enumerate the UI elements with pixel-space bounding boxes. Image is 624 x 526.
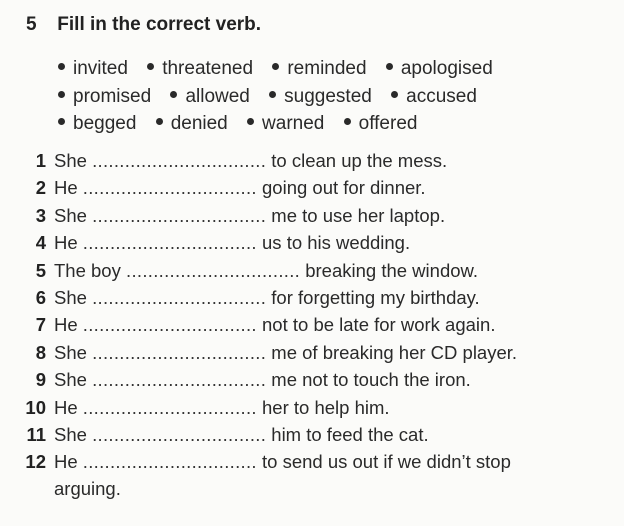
exercise-header (26, 14, 261, 36)
word-bank-item: begged (58, 110, 136, 137)
answer-blank[interactable]: ................................ (82, 314, 257, 336)
bullet-icon (156, 118, 163, 125)
item-subject: He (54, 314, 78, 336)
item-sentence (54, 311, 495, 338)
item-rest: me not to touch the iron. (271, 369, 471, 391)
answer-blank[interactable]: ................................ (92, 423, 267, 445)
item-rest: to send us out if we didn’t stop (262, 451, 511, 473)
item-number: 3 (35, 204, 46, 226)
item-subject: She (54, 369, 87, 391)
item-number: 9 (35, 369, 46, 391)
list-item (0, 284, 624, 311)
word-bank-item: warned (247, 110, 324, 137)
word-bank-item: threatened (147, 55, 253, 82)
item-list (0, 147, 624, 500)
item-number: 6 (35, 286, 46, 308)
answer-blank[interactable]: ................................ (92, 369, 267, 391)
item-subject: She (54, 150, 87, 171)
bullet-icon (170, 91, 177, 98)
answer-blank[interactable]: ................................ (126, 259, 301, 281)
item-rest: him to feed the cat. (271, 423, 429, 445)
word-bank-item: promised (58, 83, 151, 110)
list-item (0, 394, 624, 421)
answer-blank[interactable]: ................................ (82, 451, 257, 473)
answer-blank[interactable]: ................................ (82, 396, 257, 418)
item-subject: She (54, 286, 87, 308)
item-rest: me to use her laptop. (271, 204, 446, 226)
item-number: 10 (25, 396, 46, 418)
item-subject: She (54, 423, 87, 445)
item-rest-continued: arguing. (54, 478, 121, 500)
item-rest: going out for dinner. (262, 177, 426, 199)
item-rest: me of breaking her CD player. (271, 341, 518, 363)
bullet-icon (58, 118, 65, 125)
bullet-icon (58, 91, 65, 98)
item-number: 8 (35, 341, 46, 363)
item-rest: breaking the window. (305, 259, 478, 281)
bullet-icon (147, 63, 154, 70)
item-sentence (54, 339, 517, 366)
item-sentence (54, 366, 471, 393)
word-bank-row (58, 110, 507, 138)
bullet-icon (391, 91, 398, 98)
item-number: 5 (35, 259, 46, 281)
list-item (0, 229, 624, 256)
item-sentence (54, 229, 410, 256)
item-sentence (54, 284, 480, 311)
answer-blank[interactable]: ................................ (92, 150, 267, 171)
item-number: 4 (35, 232, 46, 254)
bullet-icon (344, 118, 351, 125)
list-item (0, 257, 624, 284)
item-sentence (54, 421, 429, 448)
item-subject: She (54, 341, 87, 363)
bullet-icon (269, 91, 276, 98)
item-rest: us to his wedding. (262, 232, 411, 254)
list-item (0, 448, 624, 500)
word-bank-item: accused (391, 83, 477, 110)
item-number: 1 (35, 150, 46, 171)
item-sentence (54, 174, 426, 201)
word-bank-item: suggested (269, 83, 372, 110)
word-bank-item: allowed (170, 83, 249, 110)
word-bank-item: reminded (272, 55, 366, 82)
bullet-icon (272, 63, 279, 70)
bullet-icon (386, 63, 393, 70)
item-rest: to clean up the mess. (271, 150, 448, 171)
item-sentence (54, 202, 445, 229)
word-bank-row (58, 83, 507, 111)
item-number: 11 (26, 423, 46, 445)
list-item (0, 147, 624, 174)
list-item (0, 311, 624, 338)
item-subject: The boy (54, 259, 121, 281)
item-rest: not to be late for work again. (262, 314, 496, 336)
answer-blank[interactable]: ................................ (82, 177, 257, 199)
item-number: 7 (35, 314, 46, 336)
item-subject: He (54, 232, 78, 254)
word-bank-row (58, 55, 507, 83)
exercise-instruction: Fill in the correct verb. (57, 14, 262, 35)
list-item (0, 421, 624, 448)
item-subject: He (54, 451, 78, 473)
answer-blank[interactable]: ................................ (82, 232, 257, 254)
bullet-icon (247, 118, 254, 125)
list-item (0, 202, 624, 229)
word-bank-item: denied (156, 110, 228, 137)
word-bank-item: offered (344, 110, 418, 137)
item-subject: He (54, 177, 78, 199)
bullet-icon (58, 63, 65, 70)
item-sentence (54, 448, 511, 475)
exercise-number: 5 (26, 14, 37, 35)
list-item (0, 174, 624, 201)
item-sentence (54, 394, 390, 421)
answer-blank[interactable]: ................................ (92, 341, 267, 363)
word-bank (58, 55, 507, 138)
item-subject: He (54, 396, 78, 418)
item-number: 12 (25, 451, 46, 473)
item-subject: She (54, 204, 87, 226)
word-bank-item: invited (58, 55, 128, 82)
item-number: 2 (35, 177, 46, 199)
answer-blank[interactable]: ................................ (92, 286, 267, 308)
list-item (0, 366, 624, 393)
list-item (0, 339, 624, 366)
word-bank-item: apologised (386, 55, 493, 82)
answer-blank[interactable]: ................................ (92, 204, 267, 226)
item-rest: for forgetting my birthday. (271, 286, 480, 308)
item-sentence (54, 257, 478, 284)
item-sentence (54, 147, 447, 174)
item-rest: her to help him. (262, 396, 390, 418)
